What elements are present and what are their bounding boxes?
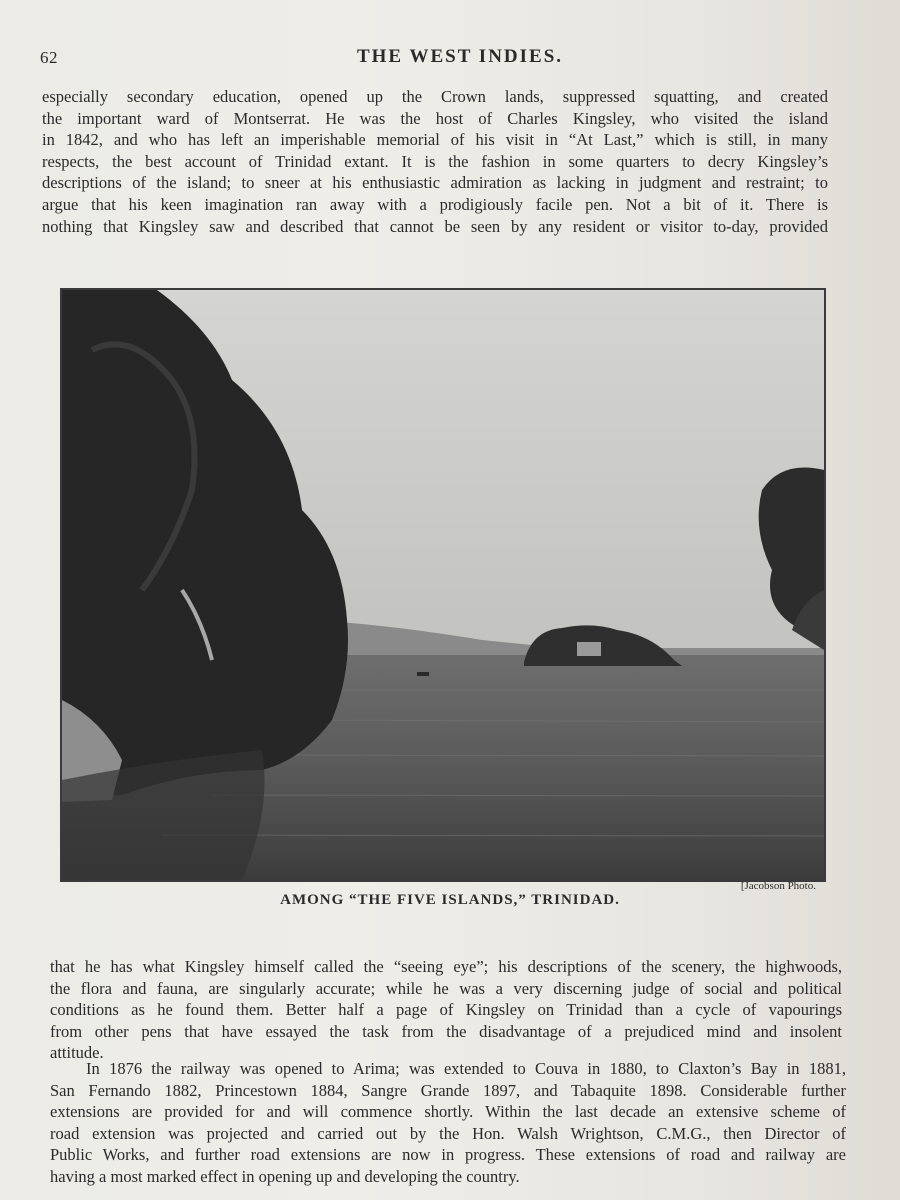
text-line: the flora and fauna, are singularly accurate; while he was a very discerning judge of social and political <box>50 978 842 998</box>
text-line: in 1842, and who has left an imperishable memorial of his visit in “At Last,” which is still, in many <box>42 130 828 150</box>
page-number: 62 <box>40 48 58 67</box>
paragraph-railway <box>50 1058 846 1188</box>
five-islands-photograph <box>60 288 826 882</box>
text-line: having a most marked effect in opening up and developing the country. <box>50 1166 520 1186</box>
text-line: respects, the best account of Trinidad extant. It is the fashion in some quarters to decry Kingsley’s <box>42 151 828 171</box>
text-line: San Fernando 1882, Princestown 1884, Sangre Grande 1897, and Tabaquite 1898. Considerable further <box>50 1080 846 1100</box>
text-line: that he has what Kingsley himself called the “seeing eye”; his descriptions of the scenery, the highwoods, <box>50 957 842 976</box>
text-line: Public Works, and further road extensions are now in progress. These extensions of road and railway are <box>50 1145 846 1165</box>
text-line: nothing that Kingsley saw and described that cannot be seen by any resident or visitor to-day, provided <box>42 216 828 236</box>
text-line: especially secondary education, opened up the Crown lands, suppressed squatting, and created <box>42 87 828 106</box>
paragraph-top <box>42 86 828 237</box>
text-line: from other pens that have essayed the task from the disadvantage of a prejudiced mind and insolent <box>50 1021 842 1041</box>
text-line: attitude. <box>50 1043 104 1063</box>
text-line: conditions as he found them. Better half a page of Kingsley on Trinidad than a cycle of vapourings <box>50 1000 842 1020</box>
text-line: road extension was projected and carried out by the Hon. Walsh Wrightson, C.M.G., then Director of <box>50 1123 846 1143</box>
text-line: descriptions of the island; to sneer at his enthusiastic admiration as lacking in judgment and restraint; to <box>42 173 828 193</box>
running-head: THE WEST INDIES. <box>356 46 564 67</box>
text-line: extensions are provided for and will commence shortly. Within the last decade an extensive scheme of <box>50 1102 846 1122</box>
photo-credit: [Jacobson Photo. <box>740 880 816 892</box>
text-line: In 1876 the railway was opened to Arima; was extended to Couva in 1880, to Claxton’s Bay in 1881, <box>86 1059 846 1078</box>
photo-caption: AMONG “THE FIVE ISLANDS,” TRINIDAD. <box>280 892 620 908</box>
paragraph-continued <box>50 956 842 1064</box>
text-line: the important ward of Montserrat. He was the host of Charles Kingsley, who visited the island <box>42 108 828 128</box>
photograph-image <box>62 290 824 880</box>
text-line: argue that his keen imagination ran away with a prodigiously facile pen. Not a bit of it. There is <box>42 194 828 214</box>
